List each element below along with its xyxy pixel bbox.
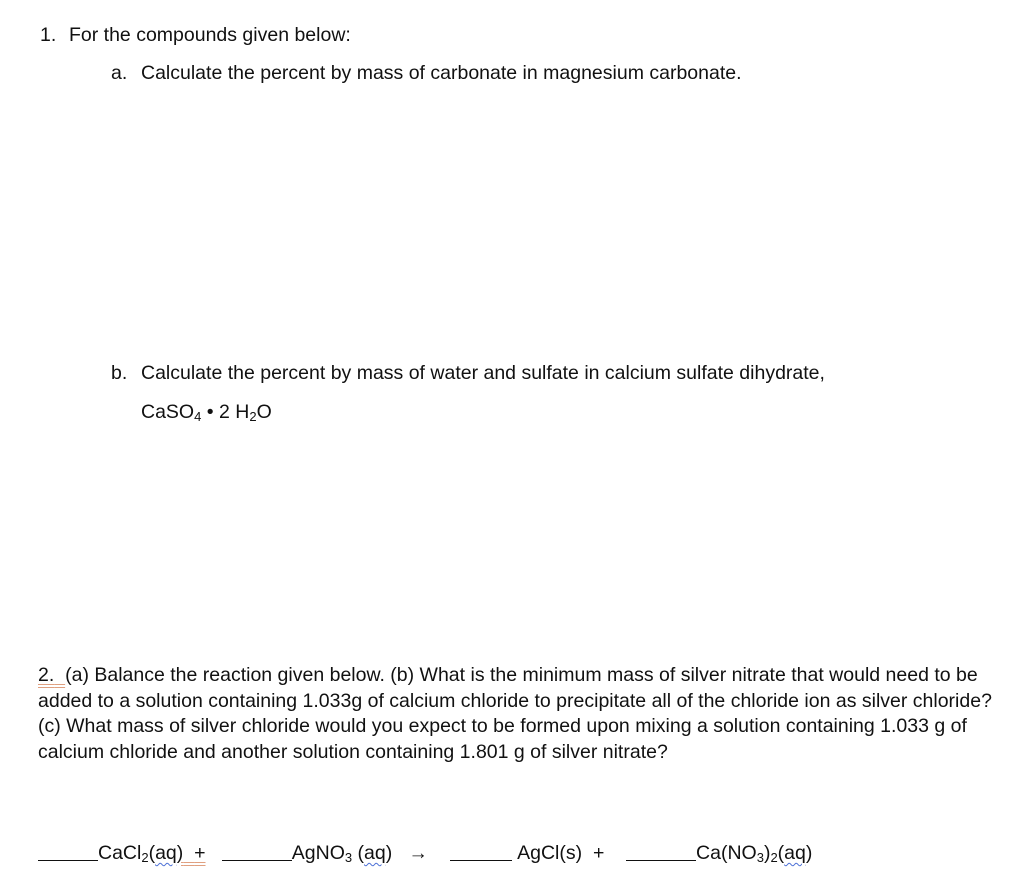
reaction-arrow-icon: → <box>408 842 429 864</box>
subscript: 2 <box>249 409 257 424</box>
plus-sign: + <box>592 842 605 864</box>
formula-part: ) <box>176 842 184 864</box>
formula-part: AgNO <box>291 842 345 864</box>
q1a-label: a. <box>111 62 128 84</box>
formula-part: aq <box>155 842 177 864</box>
formula-part: ) <box>763 842 771 864</box>
subscript: 2 <box>770 850 778 865</box>
formula-part: O <box>256 401 272 423</box>
q1b-formula <box>141 401 272 424</box>
formula-part: ( <box>352 842 365 864</box>
q1b-text: Calculate the percent by mass of water and sulfate in calcium sulfate dihydrate, <box>141 362 825 384</box>
hydrate-dot: • <box>206 401 214 423</box>
formula-part: ( <box>148 842 156 864</box>
q1-text: For the compounds given below: <box>69 24 351 46</box>
coefficient-blank-1[interactable] <box>38 842 98 861</box>
coefficient-blank-2[interactable] <box>222 842 292 861</box>
formula-part: CaSO <box>141 401 195 423</box>
formula-part: 2 H <box>219 401 250 423</box>
subscript: 2 <box>141 850 149 865</box>
formula-part: ( <box>777 842 785 864</box>
formula-part: ) <box>385 842 393 864</box>
q1-number: 1. <box>40 24 57 46</box>
formula-part: CaCl <box>98 842 142 864</box>
coefficient-blank-3[interactable] <box>450 842 512 861</box>
q1b-label: b. <box>111 362 128 384</box>
coefficient-blank-4[interactable] <box>626 842 696 861</box>
subscript: 3 <box>344 850 353 865</box>
formula-part: AgCl(s) <box>517 842 583 864</box>
q1a-text: Calculate the percent by mass of carbonate in magnesium carbonate. <box>141 62 742 84</box>
q2-paragraph <box>38 663 1003 765</box>
q2-text: (a) Balance the reaction given below. (b) What is the minimum mass of silver nitrate that would need to be added to a solution containing 1.033g of calcium chloride to precipitate all of the chloride ion as silver chloride? (c) What mass of silver chloride would you expect to be formed upon mixing a solution containing 1.033 g of calcium chloride and another solution containing 1.801 g of silver nitrate? <box>38 664 992 763</box>
formula-part: aq <box>784 842 806 864</box>
formula-part: ) <box>805 842 813 864</box>
subscript: 3 <box>756 850 764 865</box>
plus-sign: + <box>194 842 206 864</box>
q2-number: 2. <box>38 664 55 686</box>
subscript: 4 <box>194 409 202 424</box>
formula-part: Ca(NO <box>696 842 757 864</box>
formula-part: aq <box>364 842 386 864</box>
chemical-equation <box>38 842 812 865</box>
